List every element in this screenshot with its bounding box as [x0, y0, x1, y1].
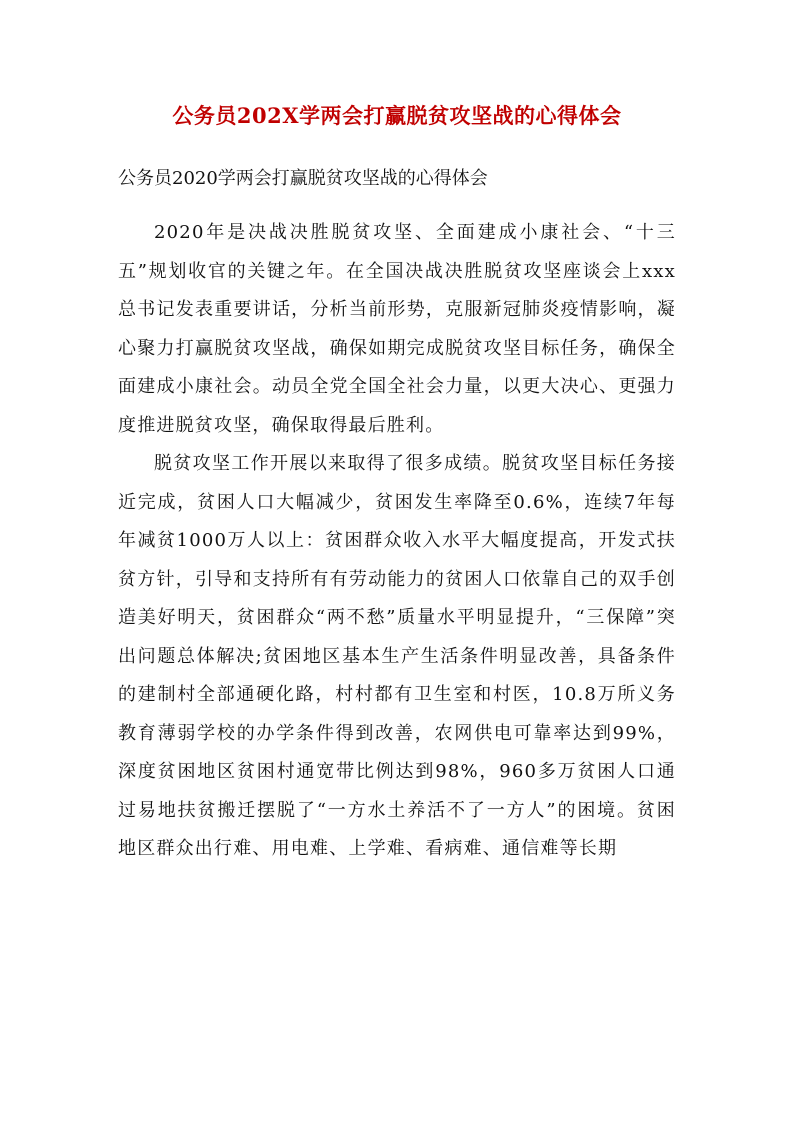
document-subtitle: 公务员2020学两会打赢脱贫攻坚战的心得体会 — [118, 168, 488, 189]
document-body — [118, 214, 676, 869]
paragraph-2: 脱贫攻坚工作开展以来取得了很多成绩。脱贫攻坚目标任务接近完成，贫困人口大幅减少，贫困发生率降至0.6%，连续7年每年减贫1000万人以上：贫困群众收入水平大幅度提高，开发式扶贫方针，引导和支持所有有劳动能力的贫困人口依靠自己的双手创造美好明天，贫困群众“两不愁”质量水平明显提升，“三保障”突出问题总体解决;贫困地区基本生产生活条件明显改善，具备条件的建制村全部通硬化路，村村都有卫生室和村医，10.8万所义务教育薄弱学校的办学条件得到改善，农网供电可靠率达到99%，深度贫困地区贫困村通宽带比例达到98%，960多万贫困人口通过易地扶贫搬迁摆脱了“一方水土养活不了一方人”的困境。贫困地区群众出行难、用电难、上学难、看病难、通信难等长期 — [118, 453, 676, 859]
paragraph-1: 2020年是决战决胜脱贫攻坚、全面建成小康社会、“十三五”规划收官的关键之年。在全国决战决胜脱贫攻坚座谈会上xxx总书记发表重要讲话，分析当前形势，克服新冠肺炎疫情影响，凝心聚力打赢脱贫攻坚战，确保如期完成脱贫攻坚目标任务，确保全面建成小康社会。动员全党全国全社会力量，以更大决心、更强力度推进脱贫攻坚，确保取得最后胜利。 — [118, 222, 676, 436]
document-title: 公务员202X学两会打赢脱贫攻坚战的心得体会 — [172, 103, 622, 128]
